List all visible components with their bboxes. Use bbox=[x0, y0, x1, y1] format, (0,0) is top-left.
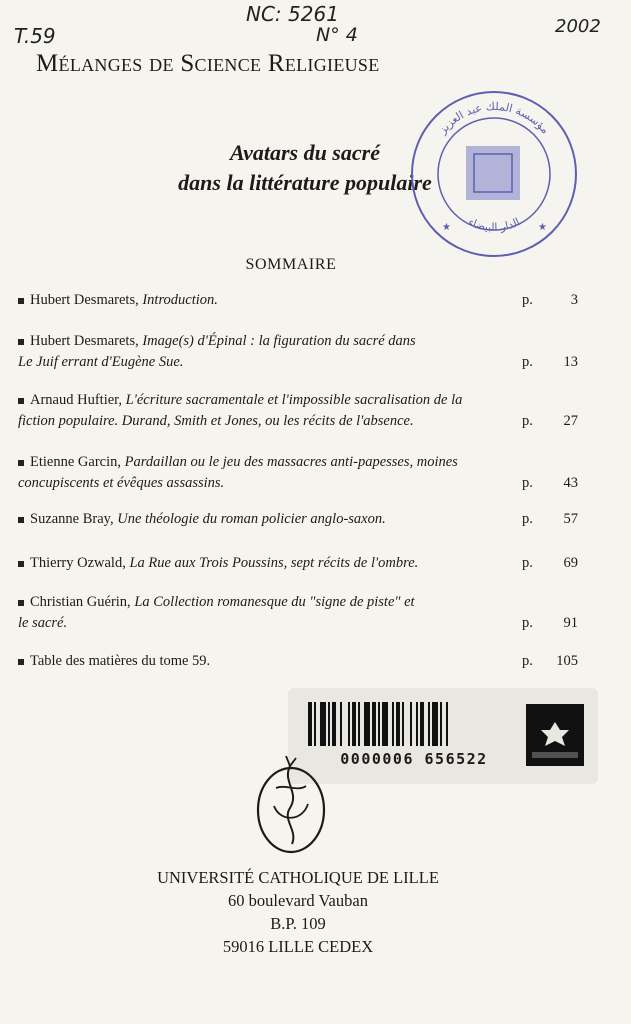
stamp-text-top: مؤسسة الملك عبد العزيز bbox=[436, 99, 552, 137]
barcode-bar bbox=[348, 702, 350, 746]
bullet-icon bbox=[18, 339, 24, 345]
entry-page: p. 57 bbox=[522, 511, 578, 527]
address-city: 59016 LILLE CEDEX bbox=[222, 937, 374, 956]
barcode-bar bbox=[308, 702, 312, 746]
barcode-bar bbox=[410, 702, 412, 746]
barcode-bar bbox=[382, 702, 388, 746]
barcode-bar bbox=[416, 702, 418, 746]
publisher-address bbox=[0, 866, 596, 958]
toc-entry bbox=[18, 509, 578, 530]
entry-title: La Collection romanesque du "signe de piste" et bbox=[134, 594, 415, 610]
bullet-icon bbox=[18, 561, 24, 567]
bullet-icon bbox=[18, 659, 24, 665]
entry-author: Hubert Desmarets, bbox=[30, 292, 139, 308]
barcode-bar bbox=[378, 702, 380, 746]
entry-author: Suzanne Bray, bbox=[30, 511, 114, 527]
entry-page: p. 91 bbox=[522, 615, 578, 631]
entry-title-continued: concupiscents et évêques assassins. bbox=[18, 475, 225, 491]
barcode-number: 0000006 656522 bbox=[340, 750, 488, 768]
entry-page: p. 13 bbox=[522, 354, 578, 370]
library-logo-icon bbox=[526, 704, 584, 766]
entry-title: Image(s) d'Épinal : la figuration du sacré dans bbox=[142, 333, 416, 349]
library-stamp bbox=[408, 88, 580, 260]
toc-entry bbox=[18, 592, 578, 634]
entry-title: L'écriture sacramentale et l'impossible sacralisation de la bbox=[125, 392, 463, 408]
entry-title-continued: le sacré. bbox=[18, 615, 68, 631]
stamp-text-bottom: الدار البيضاء bbox=[466, 215, 522, 234]
toc-entry bbox=[18, 290, 578, 311]
handwritten-catalog-number: NC: 5261 bbox=[246, 2, 339, 26]
toc-entry bbox=[18, 651, 578, 672]
toc-entry bbox=[18, 553, 578, 574]
entry-title: Introduction. bbox=[142, 292, 218, 308]
barcode-bar bbox=[432, 702, 438, 746]
bullet-icon bbox=[18, 460, 24, 466]
handwritten-volume: T.59 bbox=[14, 24, 56, 48]
barcode-bar bbox=[392, 702, 394, 746]
entry-author: Etienne Garcin, bbox=[30, 454, 121, 470]
entry-page: p. 105 bbox=[522, 653, 578, 669]
publisher-logo-icon bbox=[246, 752, 336, 856]
entry-page: p. 3 bbox=[522, 292, 578, 308]
barcode-bar bbox=[402, 702, 404, 746]
barcode-bar bbox=[332, 702, 336, 746]
svg-text:★: ★ bbox=[442, 222, 451, 233]
address-po-box: B.P. 109 bbox=[270, 914, 326, 933]
entry-author: Arnaud Huftier, bbox=[30, 392, 123, 408]
contents-heading: SOMMAIRE bbox=[245, 256, 337, 273]
barcode-bar bbox=[358, 702, 360, 746]
subtitle-line-2: dans la littérature populaire bbox=[178, 170, 432, 195]
entry-title-continued: Le Juif errant d'Eugène Sue. bbox=[18, 354, 184, 370]
entry-author: Hubert Desmarets, bbox=[30, 333, 139, 349]
barcode-bar bbox=[314, 702, 316, 746]
handwritten-year: 2002 bbox=[555, 16, 601, 37]
bullet-icon bbox=[18, 298, 24, 304]
entry-title: La Rue aux Trois Poussins, sept récits de l'ombre. bbox=[129, 555, 419, 571]
barcode-bar bbox=[428, 702, 430, 746]
address-street: 60 boulevard Vauban bbox=[228, 891, 368, 910]
entry-page: p. 69 bbox=[522, 555, 578, 571]
entry-title: Pardaillan ou le jeu des massacres anti-papesses, moines bbox=[124, 454, 458, 470]
entry-author: Christian Guérin, bbox=[30, 594, 131, 610]
entry-title: Une théologie du roman policier anglo-saxon. bbox=[117, 511, 386, 527]
barcode-bar bbox=[340, 702, 342, 746]
barcode-bar bbox=[420, 702, 424, 746]
entry-author: Thierry Ozwald, bbox=[30, 555, 126, 571]
barcode-bar bbox=[372, 702, 376, 746]
barcode-bar bbox=[440, 702, 442, 746]
barcode-bar bbox=[352, 702, 356, 746]
journal-title: Mélanges de Science Religieuse bbox=[36, 50, 380, 77]
entry-page: p. 27 bbox=[522, 413, 578, 429]
barcode-bar bbox=[320, 702, 326, 746]
bullet-icon bbox=[18, 398, 24, 404]
barcode-bar bbox=[446, 702, 448, 746]
entry-title-continued: fiction populaire. Durand, Smith et Jones, ou les récits de l'absence. bbox=[18, 413, 414, 429]
entry-author: Table des matières du tome 59. bbox=[30, 653, 211, 669]
bullet-icon bbox=[18, 600, 24, 606]
barcode-bar bbox=[396, 702, 400, 746]
toc-entry bbox=[18, 331, 578, 373]
toc-entry bbox=[18, 452, 578, 494]
entry-page: p. 43 bbox=[522, 475, 578, 491]
toc-entry bbox=[18, 390, 578, 432]
handwritten-issue-number: N° 4 bbox=[316, 24, 358, 46]
subtitle-line-1: Avatars du sacré bbox=[230, 140, 380, 165]
barcode-bar bbox=[364, 702, 370, 746]
svg-text:★: ★ bbox=[538, 222, 547, 233]
address-university: UNIVERSITÉ CATHOLIQUE DE LILLE bbox=[157, 868, 439, 887]
barcode-bar bbox=[328, 702, 330, 746]
bullet-icon bbox=[18, 517, 24, 523]
